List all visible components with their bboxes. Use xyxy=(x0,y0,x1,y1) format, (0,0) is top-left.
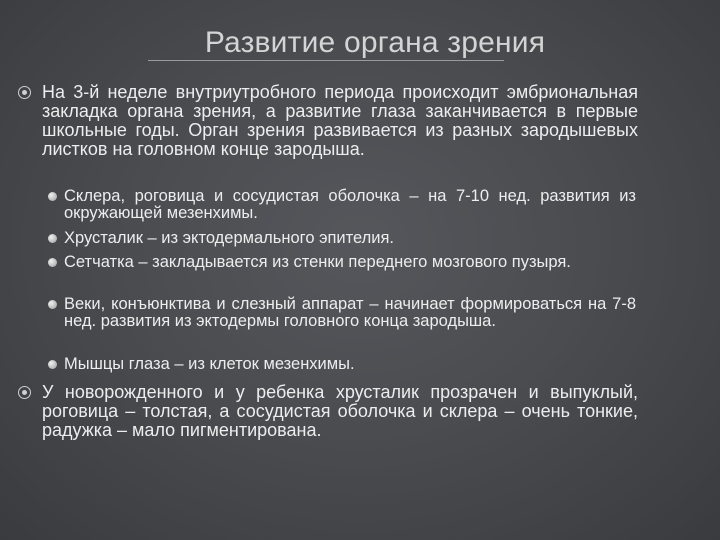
bullet-dot-icon xyxy=(48,234,57,243)
bullet-dot-icon xyxy=(48,300,57,309)
subbullet-item xyxy=(48,296,636,330)
subbullet-item xyxy=(48,230,636,247)
subbullet-text: Хрусталик – из эктодермального эпителия. xyxy=(64,229,395,247)
slide-title: Развитие органа зрения xyxy=(204,26,546,59)
bullet-item xyxy=(18,83,638,159)
bullet-dot-icon xyxy=(48,258,57,267)
subbullet-text: Веки, конъюнктива и слезный аппарат – начинает формироваться на 7-8 нед. развития из эктодермы головного конца зародыша. xyxy=(64,295,636,330)
bullet-circle-icon xyxy=(18,86,31,99)
bullet-circle-icon xyxy=(18,386,31,399)
bullet-item xyxy=(18,383,638,440)
subbullet-item xyxy=(48,254,636,271)
bullet-text: На 3-й неделе внутриутробного периода происходит эмбриональная закладка органа зрения, а развитие глаза заканчивается в первые школьные годы. Орган зрения развивается из разных зародышевых листков на головном конце зародыша. xyxy=(42,82,638,159)
subbullet-item xyxy=(48,188,636,222)
title-underline xyxy=(148,60,504,61)
subbullet-text: Мышцы глаза – из клеток мезенхимы. xyxy=(64,355,355,373)
bullet-dot-icon xyxy=(48,360,57,369)
subbullet-item xyxy=(48,356,636,373)
subbullet-text: Сетчатка – закладывается из стенки переднего мозгового пузыря. xyxy=(64,253,571,271)
bullet-text: У новорожденного и у ребенка хрусталик прозрачен и выпуклый, роговица – толстая, а сосудистая оболочка и склера – очень тонкие, радужка – мало пигментирована. xyxy=(42,382,638,440)
bullet-dot-icon xyxy=(48,192,57,201)
subbullet-text: Склера, роговица и сосудистая оболочка – на 7-10 нед. развития из окружающей мезенхимы. xyxy=(64,187,636,222)
